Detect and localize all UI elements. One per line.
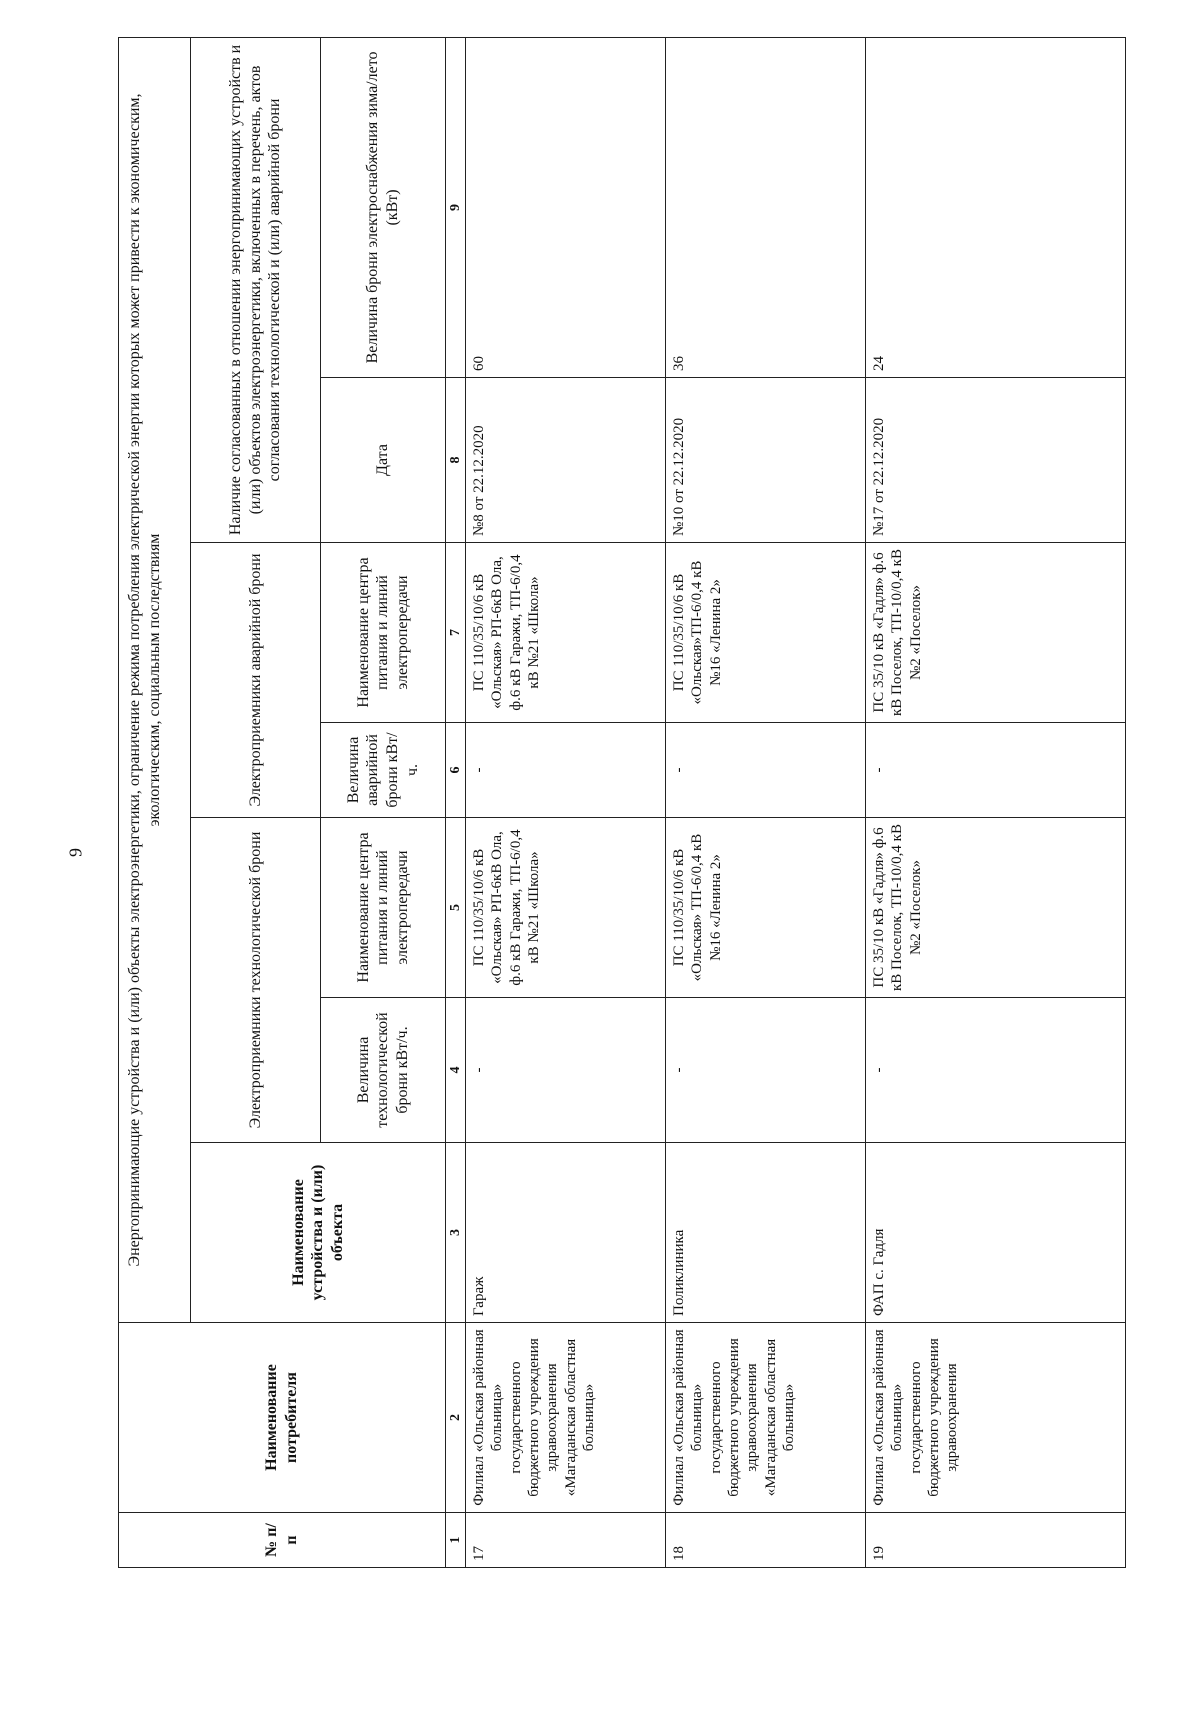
row-object: Гараж	[466, 1143, 666, 1323]
header-avar-value: Величина аварийной брони кВт/ч.	[321, 723, 446, 818]
header-reserve: Величина брони электроснабжения зима/лето (кВт)	[321, 37, 446, 377]
row-reserve: 60	[466, 37, 666, 377]
row-reserve: 36	[666, 37, 866, 377]
col-number: 5	[446, 818, 466, 998]
row-number: 18	[666, 1513, 866, 1568]
col-number: 2	[446, 1323, 466, 1513]
row-avar-value: -	[466, 723, 666, 818]
header-acts-group: Наличие согласованных в отношении энергопринимающих устройств и (или) объектов электроэнергетики, включенных в перечень, актов согласования технологической и (или) аварийной брони	[191, 37, 321, 542]
table-row	[666, 37, 866, 1567]
row-number: 17	[466, 1513, 666, 1568]
row-tech-value: -	[666, 998, 866, 1143]
row-tech-center: ПС 110/35/10/6 кВ «Ольская» ТП-6/0,4 кВ №16 «Ленина 2»	[666, 818, 866, 998]
col-number: 1	[446, 1513, 466, 1568]
row-avar-value: -	[866, 723, 1126, 818]
row-tech-center: ПС 35/10 кВ «Гадля» ф.6 кВ Поселок, ТП-10/0,4 кВ №2 «Поселок»	[866, 818, 1126, 998]
table-row	[466, 37, 666, 1567]
row-date: №10 от 22.12.2020	[666, 378, 866, 543]
row-avar-center: ПС 35/10 кВ «Гадля» ф.6 кВ Поселок, ТП-10/0,4 кВ №2 «Поселок»	[866, 543, 1126, 723]
row-reserve: 24	[866, 37, 1126, 377]
header-tech-group: Электроприемники технологической брони	[191, 818, 321, 1143]
col-number: 8	[446, 378, 466, 543]
row-date: №8 от 22.12.2020	[466, 378, 666, 543]
rotated-page	[118, 38, 1123, 1568]
row-consumer: Филиал «Ольская районная больница» государственного бюджетного учреждения здравоохранения «Магаданская областная больница»	[466, 1323, 666, 1513]
header-date: Дата	[321, 378, 446, 543]
row-tech-value: -	[466, 998, 666, 1143]
header-tech-value: Величина технологической брони кВт/ч.	[321, 998, 446, 1143]
header-number: № п/п	[119, 1513, 446, 1568]
page-number: 9	[65, 848, 86, 857]
row-avar-value: -	[666, 723, 866, 818]
row-consumer: Филиал «Ольская районная больница» государственного бюджетного учреждения здравоохранения «Магаданская областная больница»	[666, 1323, 866, 1513]
header-main-group: Энергопринимающие устройства и (или) объекты электроэнергетики, ограничение режима потребления электрической энергии которых может привести к экономическим, экологическим, социальным последствиям	[119, 37, 191, 1322]
col-number: 4	[446, 998, 466, 1143]
row-number: 19	[866, 1513, 1126, 1568]
row-avar-center: ПС 110/35/10/6 кВ «Ольская»ТП-6/0,4 кВ №16 «Ленина 2»	[666, 543, 866, 723]
row-consumer: Филиал «Ольская районная больница» государственного бюджетного учреждения здравоохранения	[866, 1323, 1126, 1513]
row-object: ФАП с. Гадля	[866, 1143, 1126, 1323]
row-object: Поликлиника	[666, 1143, 866, 1323]
header-avar-center: Наименование центра питания и линий электропередачи	[321, 543, 446, 723]
header-avar-group: Электроприемники аварийной брони	[191, 543, 321, 818]
column-numbers-row	[446, 37, 466, 1567]
row-date: №17 от 22.12.2020	[866, 378, 1126, 543]
row-tech-center: ПС 110/35/10/6 кВ «Ольская» РП-6кВ Ола, ф.6 кВ Гаражи, ТП-6/0,4 кВ №21 «Школа»	[466, 818, 666, 998]
col-number: 7	[446, 543, 466, 723]
reserve-table	[118, 37, 1126, 1568]
table-row	[866, 37, 1126, 1567]
row-tech-value: -	[866, 998, 1126, 1143]
col-number: 6	[446, 723, 466, 818]
col-number: 9	[446, 37, 466, 377]
header-object: Наименование устройства и (или) объекта	[191, 1143, 446, 1323]
col-number: 3	[446, 1143, 466, 1323]
row-avar-center: ПС 110/35/10/6 кВ «Ольская» РП-6кВ Ола, ф.6 кВ Гаражи, ТП-6/0,4 кВ №21 «Школа»	[466, 543, 666, 723]
header-tech-center: Наименование центра питания и линий электропередачи	[321, 818, 446, 998]
header-consumer: Наименование потребителя	[119, 1323, 446, 1513]
